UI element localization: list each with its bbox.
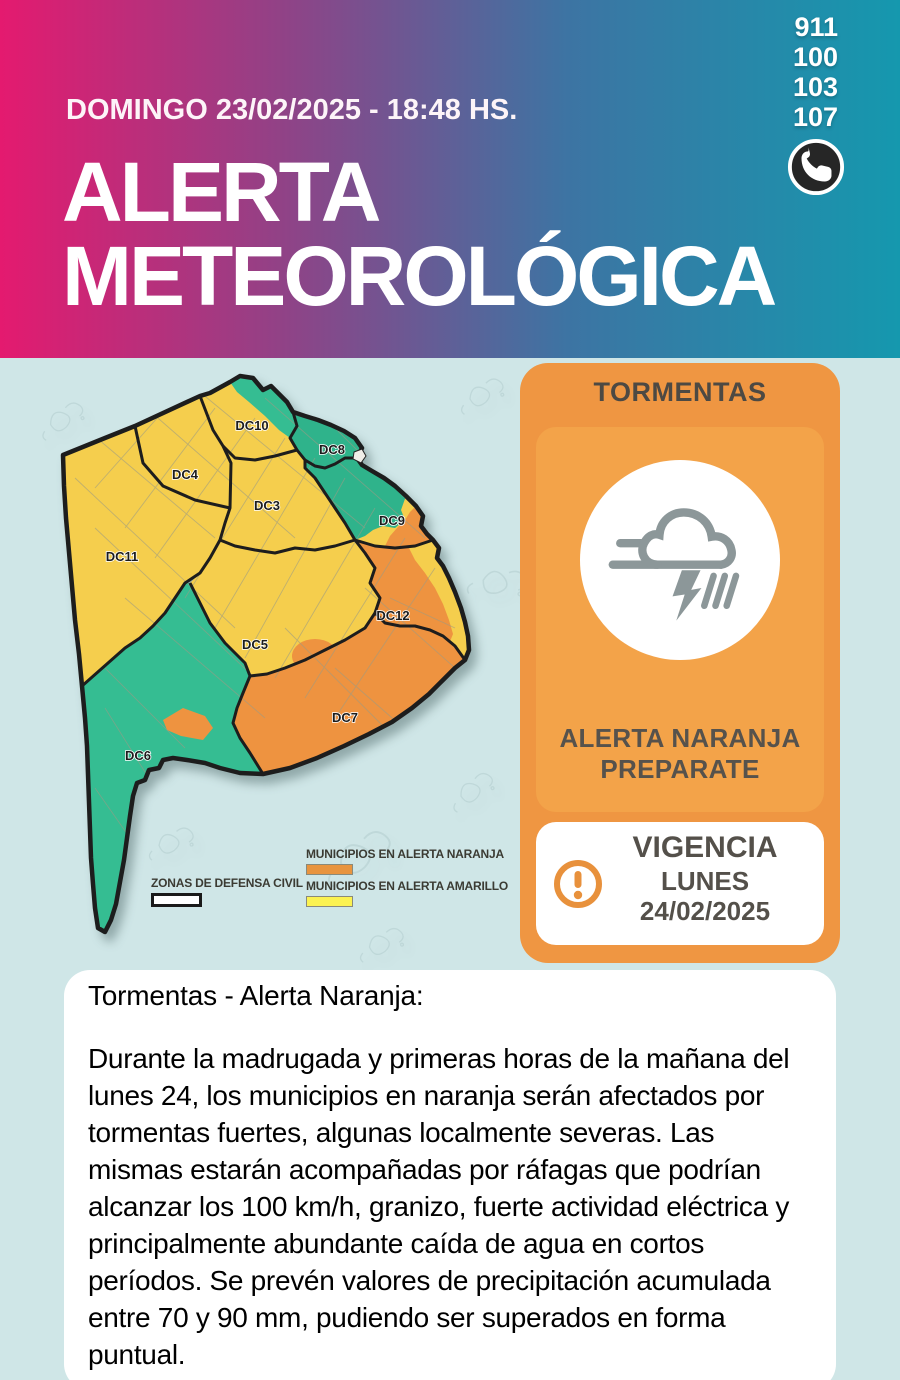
zone-label-dc4: DC4: [171, 467, 199, 482]
description-title: Tormentas - Alerta Naranja:: [88, 980, 424, 1011]
page-title-line1: ALERTA: [62, 145, 379, 239]
legend-orange-label: MUNICIPIOS EN ALERTA NARANJA: [306, 847, 504, 861]
alert-level-text: [536, 723, 824, 785]
vigencia-day: LUNES: [660, 866, 750, 896]
vigencia-box: [536, 822, 824, 945]
zone-label-dc11: DC11: [105, 549, 139, 564]
alert-map: [35, 368, 520, 968]
vigencia-date: 24/02/2025: [639, 896, 771, 926]
description-paragraph: Durante la madrugada y primeras horas de la mañana del lunes 24, los municipios en naranja serán afectados por tormentas fuertes, algunas localmente severas. Las mismas estarán acompañadas por ráfagas que podrían alcanzar los 100 km/h, granizo, fuerte actividad eléctrica y principalmente abundante caída de agua en cortos períodos. Se prevén valores de precipitación acumulada entre 70 y 90 mm, pudiendo ser superados en forma puntual.: [88, 1043, 790, 1370]
legend-zones-box: [151, 893, 202, 907]
emergency-number-103: 103: [792, 72, 838, 102]
legend-zones-label: ZONAS DE DEFENSA CIVIL: [151, 876, 303, 890]
zone-label-dc9: DC9: [378, 513, 406, 528]
header-banner: [0, 0, 900, 358]
zone-label-dc8: DC8: [318, 442, 346, 457]
storm-icon-circle: [580, 460, 780, 660]
zone-label-dc5: DC5: [241, 637, 269, 652]
alert-level-line2: PREPARATE: [600, 754, 760, 784]
page-title-line2: METEOROLÓGICA: [62, 229, 775, 323]
legend-orange-swatch: [306, 864, 353, 875]
zone-label-dc3: DC3: [253, 498, 281, 513]
emergency-numbers: [793, 12, 838, 132]
emergency-number-100: 100: [792, 42, 838, 72]
legend-yellow-label: MUNICIPIOS EN ALERTA AMARILLO: [306, 879, 508, 893]
vigencia-title: VIGENCIA: [632, 831, 778, 864]
alert-description-card: [64, 970, 836, 1380]
alert-inner-panel: [536, 427, 824, 812]
storm-cloud-icon: [605, 490, 755, 630]
phone-icon: [787, 138, 845, 196]
alert-type-title: TORMENTAS: [593, 377, 767, 407]
emergency-number-911: 911: [794, 12, 838, 42]
alert-level-line1: ALERTA NARANJA: [559, 723, 801, 753]
date-line: DOMINGO 23/02/2025 - 18:48 HS.: [66, 94, 518, 126]
zone-label-dc6: DC6: [124, 748, 152, 763]
zone-label-dc12: DC12: [376, 608, 410, 623]
emergency-number-107: 107: [792, 102, 838, 132]
legend-yellow-swatch: [306, 896, 353, 907]
zone-label-dc10: DC10: [235, 418, 269, 433]
vigencia-text: [598, 830, 812, 926]
storm-alert-card: [520, 363, 840, 963]
zone-label-dc7: DC7: [331, 710, 359, 725]
warning-exclamation-icon: [552, 858, 604, 910]
